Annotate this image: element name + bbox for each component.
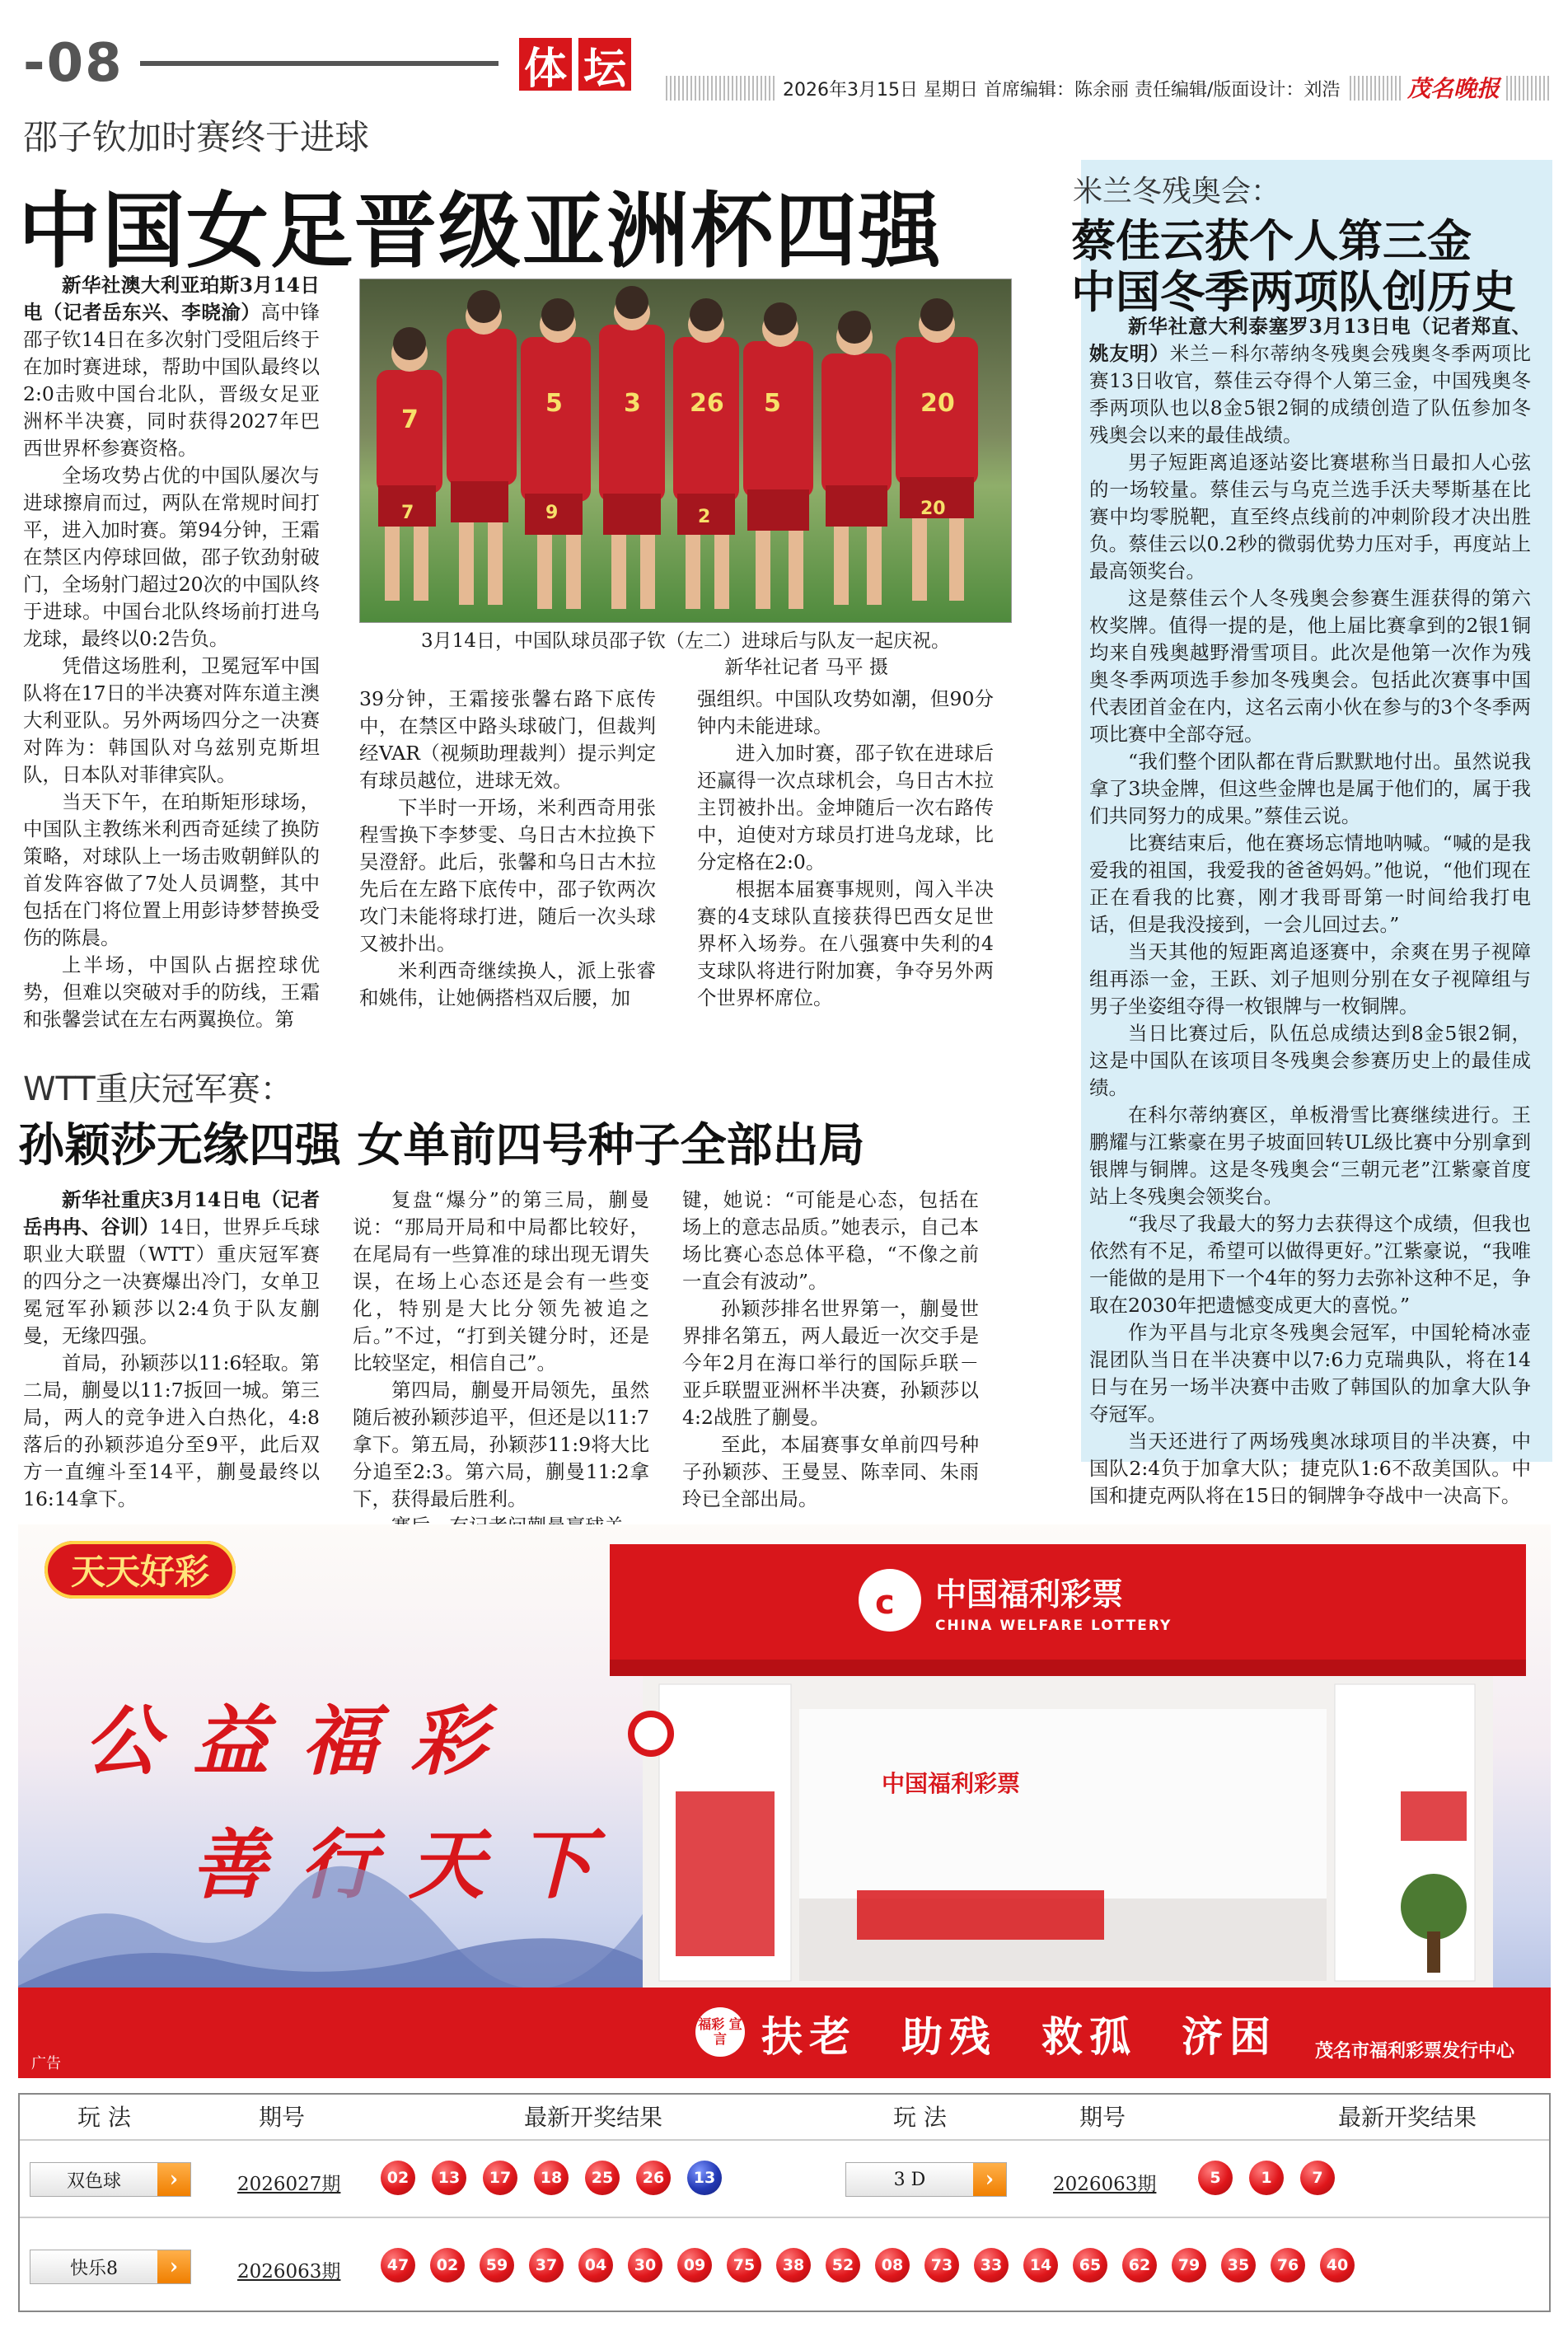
red-ball: 35 xyxy=(1221,2248,1256,2283)
ad-issuer: 茂名市福利彩票发行中心 xyxy=(1315,2041,1515,2062)
story2-kicker: WTT重庆冠军赛： xyxy=(23,1070,293,1108)
svg-text:c: c xyxy=(875,1584,895,1622)
ad-label: 广告 xyxy=(31,2055,61,2072)
paragraph: 键，她说：“可能是心态，包括在场上的意志品质。”她表示，自己本场比赛心态总体平稳，“不像之前一直会有波动”。 xyxy=(682,1188,979,1293)
caption-text: 3月14日，中国队球员邵子钦（左二）进球后与队友一起庆祝。 xyxy=(421,630,950,652)
red-ball: 38 xyxy=(776,2248,811,2283)
jersey-number: 7 xyxy=(401,503,414,523)
paragraph: 当天其他的短距离追逐赛中，余爽在男子视障组再添一金，王跃、刘子旭则分别在女子视障组与男子坐姿组夺得一枚银牌与一枚铜牌。 xyxy=(1089,940,1531,1018)
column-header: 玩 法 xyxy=(77,2104,131,2131)
paragraph: 凭借这场胜利，卫冕冠军中国队将在17日的半决赛对阵东道主澳大利亚队。另外两场四分之一决赛对阵为：韩国队对乌兹别克斯坦队，日本队对菲律宾队。 xyxy=(23,654,320,786)
paragraph: 上半场，中国队占据控球优势，但难以突破对手的防线，王霜和张馨尝试在左右两翼换位。第 xyxy=(23,953,320,1031)
column-header: 最新开奖结果 xyxy=(1338,2104,1477,2131)
story2-column-1 xyxy=(23,1187,320,1513)
paragraph: 39分钟，王霜接张馨右路下底传中，在禁区中路头球破门，但裁判经VAR（视频助理裁判）提示判定有球员越位，进球无效。 xyxy=(359,687,656,792)
red-ball: 08 xyxy=(875,2248,910,2283)
jersey-number: 3 xyxy=(624,389,641,418)
jersey-number: 5 xyxy=(764,389,781,418)
ad-value: 助残 xyxy=(901,2013,997,2061)
story2-column-3 xyxy=(682,1187,979,1513)
issue-link[interactable]: 2026027期 xyxy=(237,2174,341,2195)
story3-headline-line2: 中国冬季两项队创历史 xyxy=(1071,266,1516,318)
paragraph: 当天还进行了两场残奥冰球项目的半决赛，中国队2:4负于加拿大队；捷克队1:6不敌美国队。中国和捷克两队将在15日的铜牌争夺战中一决高下。 xyxy=(1089,1430,1531,1507)
red-ball: 5 xyxy=(1198,2161,1233,2195)
blue-ball: 13 xyxy=(687,2161,722,2195)
header-meta: 2026年3月15日 星期日 首席编辑：陈余丽 责任编辑/版面设计：刘浩 xyxy=(775,76,1348,101)
story3-headline-line1: 蔡佳云获个人第三金 xyxy=(1071,215,1472,267)
table-divider xyxy=(20,2139,1549,2141)
dateline: 新华社澳大利亚珀斯3月14日电（记者岳东兴、李晓渝） xyxy=(23,274,320,324)
welfare-lottery-ad xyxy=(18,1524,1551,2078)
game-label: 快乐8 xyxy=(70,2258,118,2279)
paragraph: 作为平昌与北京冬残奥会冠军，中国轮椅冰壶混团队当日在半决赛中以7:6力克瑞典队，将在14日与在另一场半决赛中击败了韩国队的加拿大队争夺冠军。 xyxy=(1089,1321,1531,1426)
ad-value: 扶老 xyxy=(761,2013,857,2061)
chevron-right-icon: › xyxy=(157,2163,190,2196)
paragraph: 进入加时赛，邵子钦在进球后还赢得一次点球机会，乌日古木拉主罚被扑出。金坤随后一次右路传中，迫使对方球员打进乌龙球，比分定格在2:0。 xyxy=(697,742,994,873)
kuaile8-balls xyxy=(381,2248,1355,2283)
red-ball: 37 xyxy=(529,2248,564,2283)
game-button-3d[interactable] xyxy=(845,2162,1007,2197)
jersey-number: 2 xyxy=(698,507,711,527)
column-header: 期号 xyxy=(1079,2104,1126,2131)
red-ball: 7 xyxy=(1300,2161,1335,2195)
red-ball: 1 xyxy=(1249,2161,1284,2195)
paragraph: 根据本届赛事规则，闯入半决赛的4支球队直接获得巴西女足世界杯入场券。在八强赛中失利的4支球队将进行附加赛，争夺另外两个世界杯席位。 xyxy=(697,878,994,1009)
red-ball: 76 xyxy=(1271,2248,1305,2283)
red-ball: 02 xyxy=(381,2161,415,2195)
paragraph: 这是蔡佳云个人冬残奥会参赛生涯获得的第六枚奖牌。值得一提的是，他上届比赛拿到的2银1铜均来自残奥越野滑雪项目。此次是他第一次作为残奥冬季两项选手参加冬残奥会。包括此次赛事中国代表团首金在内，这名云南小伙在参与的3个冬季两项比赛中全部夺冠。 xyxy=(1089,587,1531,746)
red-ball: 26 xyxy=(636,2161,671,2195)
dateline: 新华社重庆3月14日电（记者岳冉冉、谷训） xyxy=(23,1188,320,1238)
jersey-number: 20 xyxy=(920,499,946,519)
jersey-number: 26 xyxy=(690,389,724,418)
red-ball: 73 xyxy=(924,2248,959,2283)
story1-headline: 中国女足晋级亚洲杯四强 xyxy=(18,183,943,279)
story3-kicker: 米兰冬残奥会： xyxy=(1073,175,1281,208)
dateline: 新华社意大利泰塞罗3月13日电（记者郑直、姚友明） xyxy=(1089,315,1531,365)
paragraph: 14日，世界乒乓球职业大联盟（WTT）重庆冠军赛的四分之一决赛爆出冷门，女单卫冕冠军孙颖莎以2:4负于队友蒯曼，无缘四强。 xyxy=(23,1215,320,1347)
shuangseqiu-balls xyxy=(381,2161,722,2195)
story2-headline: 孙颖莎无缘四强 女单前四号种子全部出局 xyxy=(18,1119,865,1173)
chevron-right-icon: › xyxy=(157,2250,190,2283)
red-ball: 13 xyxy=(432,2161,466,2195)
ad-value: 救孤 xyxy=(1041,2013,1137,2061)
ad-values-band xyxy=(18,1988,1551,2078)
ad-slogan-2: 善行天下 xyxy=(191,1820,627,1909)
red-ball: 17 xyxy=(483,2161,517,2195)
paragraph: 全场攻势占优的中国队屡次与进球擦肩而过，两队在常规时间打平，进入加时赛。第94分钟，王霜在禁区内停球回做，邵子钦劲射破门，全场射门超过20次的中国队终于进球。中国台北队终场前打进乌龙球，最终以0:2告负。 xyxy=(23,464,320,650)
ad-tag: 天天好彩 xyxy=(44,1541,236,1599)
red-ball: 40 xyxy=(1320,2248,1355,2283)
paragraph: “我们整个团队都在背后默默地付出。虽然说我拿了3块金牌，但这些金牌也是属于他们的，属于我们共同努力的成果。”蔡佳云说。 xyxy=(1089,750,1531,827)
paragraph: 当天下午，在珀斯矩形球场，中国队主教练米利西奇延续了换防策略，对球队上一场击败朝鲜队的首发阵容做了7处人员调整，其中包括在门将位置上用彭诗梦替换受伤的陈晨。 xyxy=(23,790,320,949)
column-header: 最新开奖结果 xyxy=(524,2104,663,2131)
red-ball: 47 xyxy=(381,2248,415,2283)
column-header: 玩 法 xyxy=(893,2104,947,2131)
section-label xyxy=(519,38,631,94)
team-celebration-photo xyxy=(359,279,1012,623)
red-ball: 59 xyxy=(480,2248,514,2283)
brand-en: CHINA WELFARE LOTTERY xyxy=(935,1618,1172,1634)
red-ball: 65 xyxy=(1073,2248,1107,2283)
paragraph: 米利西奇继续换人，派上张睿和姚伟，让她俩搭档双后腰，加 xyxy=(359,959,656,1009)
red-ball: 33 xyxy=(974,2248,1009,2283)
jersey-number: 20 xyxy=(920,389,955,418)
table-divider xyxy=(20,2217,1549,2218)
issue-link[interactable]: 2026063期 xyxy=(237,2261,341,2283)
lottery-store-image xyxy=(610,1544,1526,2006)
red-ball: 04 xyxy=(578,2248,613,2283)
ad-value: 济困 xyxy=(1182,2013,1277,2061)
game-label: 3 D xyxy=(893,2169,926,2190)
story1-kicker: 邵子钦加时赛终于进球 xyxy=(23,117,370,157)
photo-caption xyxy=(359,628,1012,681)
mountain-graphic xyxy=(18,1838,644,2002)
section-char: 体 xyxy=(519,38,572,91)
red-ball: 79 xyxy=(1172,2248,1206,2283)
section-char: 坛 xyxy=(578,38,631,91)
paragraph: 在科尔蒂纳赛区，单板滑雪比赛继续进行。王鹏耀与江紫豪在男子坡面回转UL级比赛中分别拿到银牌与铜牌。这是冬残奥会“三朝元老”江紫豪首度站上冬残奥会领奖台。 xyxy=(1089,1103,1531,1208)
paragraph: 男子短距离追逐站姿比赛堪称当日最扣人心弦的一场较量。蔡佳云与乌克兰选手沃夫琴斯基在比赛中均零脱靶，直至终点线前的冲刺阶段才决出胜负。蔡佳云以0.2秒的微弱优势力压对手，再度站上最高领奖台。 xyxy=(1089,451,1531,583)
photo-credit: 新华社记者 马平 摄 xyxy=(724,657,888,678)
paragraph: 米兰－科尔蒂纳冬残奥会残奥冬季两项比赛13日收官，蔡佳云夺得个人第三金，中国残奥冬季两项队也以8金5银2铜的成绩创造了队伍参加冬残奥会以来的最佳战绩。 xyxy=(1089,342,1532,447)
red-ball: 75 xyxy=(727,2248,761,2283)
game-button-shuangseqiu[interactable] xyxy=(30,2162,191,2197)
red-ball: 18 xyxy=(534,2161,569,2195)
story1-column-3 xyxy=(697,686,994,1012)
story2-column-2 xyxy=(353,1187,649,1540)
header-rule xyxy=(140,61,498,66)
paragraph: 当日比赛过后，队伍总成绩达到8金5银2铜，这是中国队在该项目冬残奥会参赛历史上的最佳成绩。 xyxy=(1089,1022,1531,1099)
red-ball: 09 xyxy=(677,2248,712,2283)
story1-column-2 xyxy=(359,686,656,1012)
story3-body xyxy=(1089,313,1531,1510)
lottery-results-table xyxy=(18,2093,1551,2312)
chevron-right-icon: › xyxy=(973,2163,1006,2196)
column-header: 期号 xyxy=(259,2104,306,2131)
paragraph: 下半时一开场，米利西奇用张程雪换下李梦雯、乌日古木拉换下吴澄舒。此后，张馨和乌日古木拉先后在左路下底传中，邵子钦两次攻门未能将球打进，随后一次头球又被扑出。 xyxy=(359,796,656,955)
paragraph: 强组织。中国队攻势如潮，但90分钟内未能进球。 xyxy=(697,687,994,737)
story1-column-1 xyxy=(23,272,320,1033)
paragraph: “我尽了我最大的努力去获得这个成绩，但我也依然有不足，希望可以做得更好。”江紫豪说，“我唯一能做的是用下一个4年的努力去弥补这种不足，争取在2030年把遗憾变成更大的喜悦。” xyxy=(1089,1212,1531,1317)
page-number: -08 xyxy=(23,33,124,94)
ad-badge: 福彩 宣言 xyxy=(695,2007,745,2057)
paragraph: 高中锋邵子钦14日在多次射门受阻后终于在加时赛进球，帮助中国队最终以2:0击败中国台北队，晋级女足亚洲杯半决赛，同时获得2027年巴西世界杯参赛资格。 xyxy=(23,301,321,460)
paragraph: 第四局，蒯曼开局领先，虽然随后被孙颖莎追平，但还是以11:7拿下。第五局，孙颖莎11:9将大比分追至2:3。第六局，蒯曼11:2拿下，获得最后胜利。 xyxy=(353,1379,649,1510)
red-ball: 62 xyxy=(1122,2248,1157,2283)
red-ball: 30 xyxy=(628,2248,662,2283)
game-label: 双色球 xyxy=(66,2170,121,2192)
ad-slogan-1: 公益福彩 xyxy=(84,1697,520,1786)
red-ball: 02 xyxy=(430,2248,465,2283)
red-ball: 25 xyxy=(585,2161,620,2195)
red-ball: 52 xyxy=(826,2248,860,2283)
paragraph: 复盘“爆分”的第三局，蒯曼说：“那局开局和中局都比较好，在尾局有一些算准的球出现无谓失误，在场上心态还是会有一些变化，特别是大比分领先被追之后。”不过，“打到关键分时，还是比较坚定，相信自己”。 xyxy=(353,1188,649,1374)
jersey-number: 7 xyxy=(401,405,419,434)
paragraph: 孙颖莎排名世界第一，蒯曼世界排名第五，两人最近一次交手是今年2月在海口举行的国际乒联－亚乒联盟亚洲杯半决赛，孙颖莎以4:2战胜了蒯曼。 xyxy=(682,1297,979,1429)
jersey-number: 9 xyxy=(545,503,559,523)
paragraph: 比赛结束后，他在赛场忘情地呐喊。“喊的是我爱我的祖国，我爱我的爸爸妈妈。”他说，“他们现在正在看我的比赛，刚才我哥哥第一时间给我打电话，但是我没接到，一会儿回过去。” xyxy=(1089,831,1531,936)
store-sign: 中国福利彩票 xyxy=(882,1770,1021,1797)
issue-link[interactable]: 2026063期 xyxy=(1053,2174,1157,2195)
jersey-number: 5 xyxy=(545,389,563,418)
brand-cn: 中国福利彩票 xyxy=(935,1576,1124,1613)
red-ball: 14 xyxy=(1023,2248,1058,2283)
game-button-kuaile8[interactable] xyxy=(30,2250,191,2284)
paragraph: 首局，孙颖莎以11:6轻取。第二局，蒯曼以11:7扳回一城。第三局，两人的竞争进入白热化，4:8落后的孙颖莎追分至9平，此后双方一直缠斗至14平，蒯曼最终以16:14拿下。 xyxy=(23,1351,320,1510)
paragraph: 至此，本届赛事女单前四号种子孙颖莎、王曼昱、陈幸同、朱雨玲已全部出局。 xyxy=(682,1433,979,1510)
fc3d-balls xyxy=(1198,2161,1335,2195)
paper-logo: 茂名晚报 xyxy=(1401,71,1506,104)
